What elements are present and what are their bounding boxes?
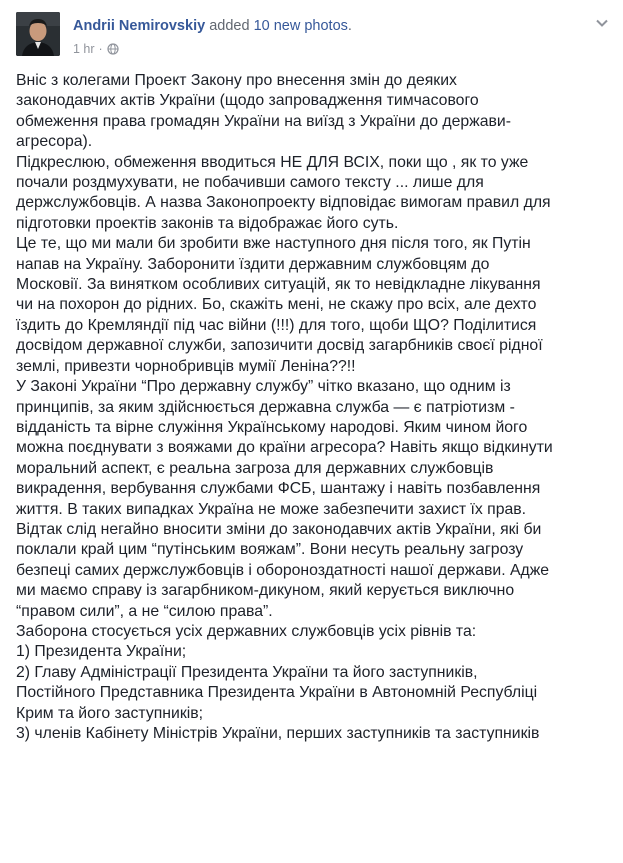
- photos-count-link[interactable]: 10 new photos: [253, 18, 348, 34]
- post-header: [16, 12, 611, 60]
- post-text-line: 3) членів Кабінету Міністрів України, перших заступників та заступників: [16, 725, 540, 742]
- post-text-line: Відтак слід негайно вносити зміни до законодавчих актів України, які би: [16, 520, 542, 538]
- post-text-line: Вніс з колегами Проект Закону про внесення змін до деяких: [16, 72, 457, 89]
- post-text-line: безпеці самих держслужбовців і обороноздатності нашої держави. Адже: [16, 561, 550, 579]
- post-text-line: життя. В таких випадках Україна не може забезпечити захист їх прав.: [16, 500, 527, 518]
- post-text-line: викрадення, вербування службами ФСБ, шантажу і навіть позбавлення: [16, 480, 541, 498]
- post-text-line: їздить до Кремляндії під час війни (!!!) для того, щоби ЩО? Поділитися: [16, 316, 537, 334]
- post-text-line: обмеження права громадян України на виїзд з України до держави-: [16, 112, 511, 130]
- post-text-line: “правом сили”, а не “силою права”.: [16, 602, 273, 620]
- post-text-line: ми маємо справу із загарбником-дикуном, який керується виключно: [16, 582, 515, 600]
- post-text: [16, 71, 616, 744]
- post-text-line: досвідом державної служби, запозичити досвід загарбників своєї рідної: [16, 337, 543, 355]
- avatar-image: [16, 12, 60, 56]
- action-suffix: .: [347, 18, 352, 34]
- action-prefix: added: [209, 18, 254, 34]
- post-text-line: Це те, що ми мали би зробити вже наступного дня після того, як Путін: [16, 235, 531, 253]
- post-text-line: підготовки проектів законів та відображає його суть.: [16, 214, 399, 232]
- post-headline: [73, 17, 352, 35]
- post-text-line: законодавчих актів України (щодо запровадження тимчасового: [16, 92, 479, 110]
- post-text-line: поклали край цим “путінським вояжам”. Вони несуть реальну загрозу: [16, 541, 524, 559]
- avatar[interactable]: [16, 12, 60, 56]
- post-text-line: агресора).: [16, 133, 93, 151]
- post-text-line: Підкреслюю, обмеження вводиться НЕ ДЛЯ ВСІХ, поки що , як то уже: [16, 153, 529, 171]
- post-text-line: моральний аспект, є реальна загроза для державних службовців: [16, 459, 494, 477]
- meta-separator: ·: [98, 42, 103, 56]
- chevron-down-icon[interactable]: [595, 16, 609, 30]
- post-text-line: можна поєднувати з вояжами до країни агресора? Навіть якщо відкинути: [16, 439, 553, 457]
- post-timestamp-link[interactable]: 1 hr: [73, 42, 95, 56]
- post-text-line: чи на похорон до рідних. Бо, скажіть мені, не скажу про всіх, але дехто: [16, 296, 537, 314]
- post-text-line: Московії. За винятком особливих ситуацій, як то невідкладне лікування: [16, 276, 541, 294]
- post-text-line: принципів, за яким здійснюється державна служба — є патріотизм -: [16, 398, 515, 416]
- post-text-line: напав на Україну. Заборонити їздити державним службовцям до: [16, 255, 490, 273]
- post-text-line: відданість та вірне служіння Українському народові. Яким чином його: [16, 418, 528, 436]
- post-text-line: землі, привезти чорнобривців мумії Леніна??!!: [16, 357, 356, 375]
- author-name-link[interactable]: Andrii Nemirovskiy: [73, 18, 206, 34]
- post-action: [209, 18, 352, 34]
- post-text-line: У Законі України “Про державну службу” чітко вказано, що одним із: [16, 378, 511, 396]
- globe-icon[interactable]: [107, 43, 119, 55]
- post-text-line: 2) Главу Адміністрації Президента України та його заступників,: [16, 663, 478, 681]
- post-text-line: Заборона стосується усіх державних службовців усіх рівнів та:: [16, 622, 477, 640]
- post-text-line: 1) Президента України;: [16, 643, 187, 661]
- post-text-line: держслужбовців. А назва Законопроекту відповідає вимогам правил для: [16, 194, 551, 212]
- post-meta: [73, 42, 119, 56]
- post-text-line: Крим та його заступників;: [16, 704, 204, 722]
- post-text-line: почали роздмухувати, не побачивши самого тексту ... лише для: [16, 174, 484, 192]
- post-text-line: Постійного Представника Президента України в Автономній Республіці: [16, 684, 538, 702]
